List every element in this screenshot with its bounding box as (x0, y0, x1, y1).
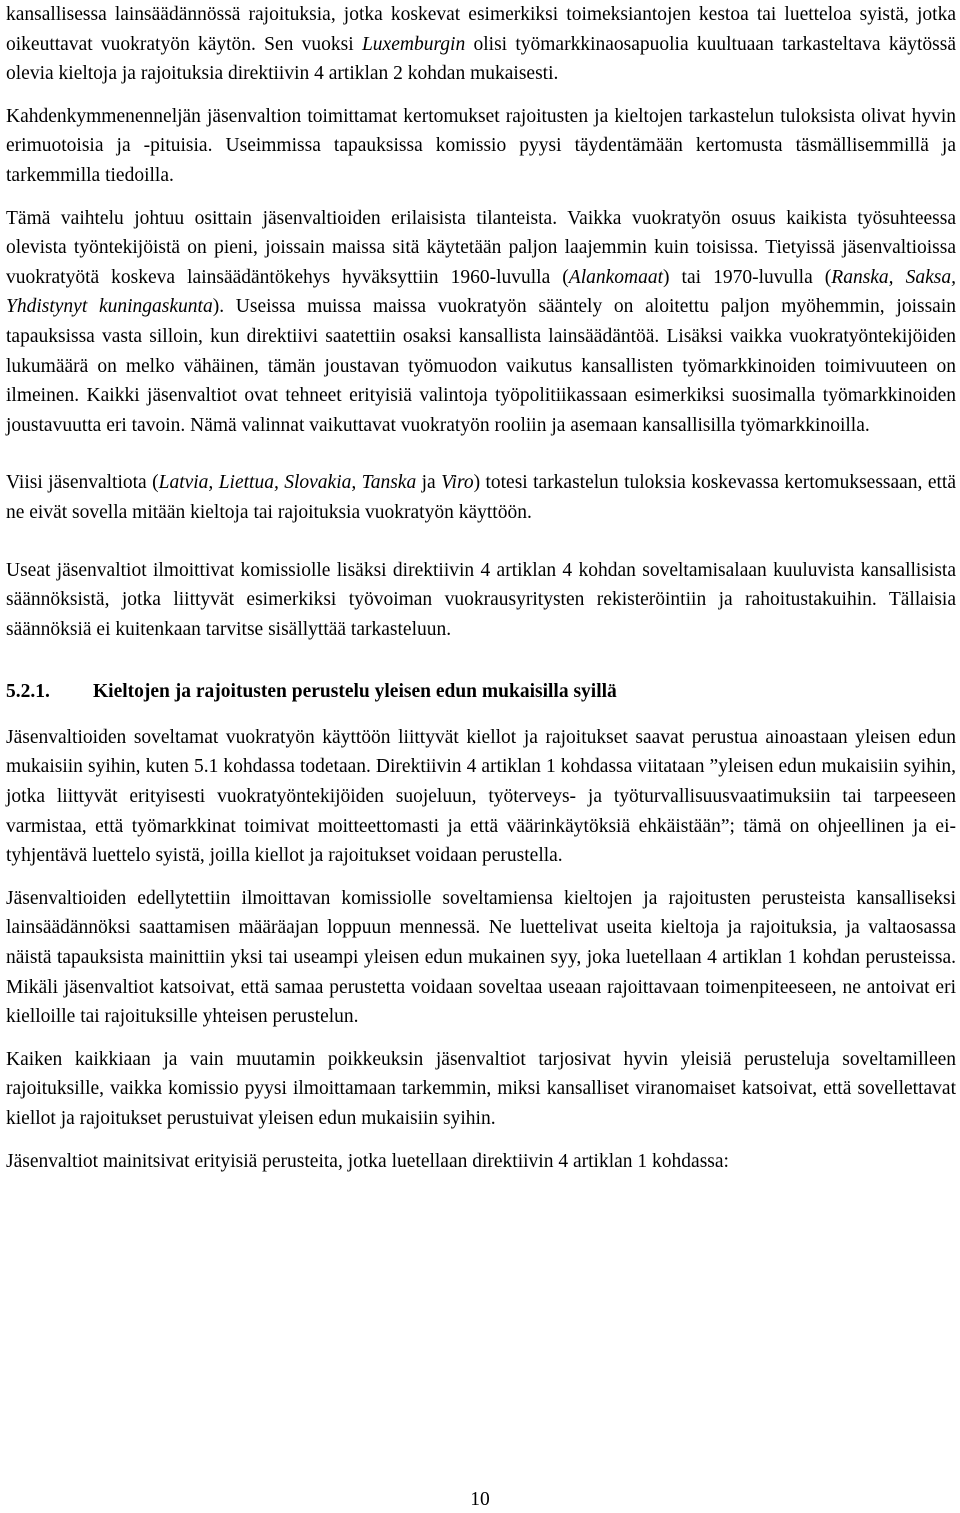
text-run: Jäsenvaltiot mainitsivat erityisiä perusteita, jotka luetellaan direktiivin 4 artiklan 1 kohdassa: (6, 1150, 729, 1172)
text-run-italic: Latvia, Liettua, Slovakia, Tanska (158, 472, 417, 494)
paragraph-variation (6, 204, 956, 441)
text-run: olisi työmarkkinaosapuolia kuultuaan tarkasteltava käytössä olevia kieltoja ja rajoituksia direktiivin 4 artiklan 2 kohdan mukaisesti. (6, 33, 956, 85)
text-run: ). Useissa muissa maissa vuokratyön sääntely on aloitettu paljon myöhemmin, joissain tapauksissa vasta silloin, kun direktiivi saatettiin osaksi kansallista lainsäädäntöä. Lisäksi vaikka vuokratyöntekijöiden lukumäärä on melko vähäinen, tämän joustavan työmuodon vaikutus kansallisten työmarkkinoiden toimivuuteen on ilmeinen. Kaikki jäsenvaltiot ovat tehneet erityisiä valintoja työpolitiikassaan esimerkiksi suosimalla työmarkkinoiden joustavuutta eri tavoin. Nämä valinnat vaikuttavat vuokratyön rooliin ja asemaan kansallisilla työmarkkinoilla. (6, 296, 956, 436)
section-heading (6, 677, 956, 707)
text-run: Jäsenvaltioiden soveltamat vuokratyön käyttöön liittyvät kiellot ja rajoitukset saavat perustua ainoastaan yleisen edun mukaisiin syihin, kuten 5.1 kohdassa todetaan. Direktiivin 4 artiklan 1 kohdassa viitataan ”yleisen edun mukaisiin syihin, jotka liittyvät erityisesti vuokratyöntekijöiden suojeluun, työterveys- ja työturvallisuusvaatimuksiin tai tarpeeseen varmistaa, että työmarkkinat toimivat moitteettomasti ja että väärinkäytöksiä ehkäistään”; tämä on ohjeellinen ja ei-tyhjentävä luettelo syistä, joilla kiellot ja rajoitukset voidaan perustella. (6, 726, 956, 867)
text-run-italic: Ranska, Saksa, Yhdistynyt kuningaskunta (6, 266, 956, 318)
text-run: Kahdenkymmenenneljän jäsenvaltion toimittamat kertomukset rajoitusten ja kieltojen tarkastelun tuloksista olivat hyvin erimuotoisia ja -pituisia. Useimmissa tapauksissa komissio pyysi täydentämään kertomusta täsmällisemmillä ja tarkemmilla tiedoilla. (6, 105, 956, 186)
text-run-italic: Luxemburgin (361, 33, 466, 55)
paragraph-general-grounds (6, 1045, 956, 1134)
text-run: kansallisessa lainsäädännössä rajoituksia, jotka koskevat esimerkiksi toimeksiantojen kestoa tai luetteloa syistä, jotka oikeuttavat vuokratyön käytön. Sen vuoksi (6, 4, 956, 55)
text-run: Jäsenvaltioiden edellytettiin ilmoittavan komissiolle soveltamiensa kieltojen ja rajoitusten perusteista kansalliseksi lainsäädännöksi saattamisen määräajan loppuun mennessä. Ne luettelivat useita kieltoja ja rajoituksia, ja valtaosassa näistä tapauksista mainittiin yksi tai useampi yleisen edun mukainen syy, joka luetellaan 4 artiklan 1 kohdan perusteissa. Mikäli jäsenvaltiot katsoivat, että samaa perustetta voidaan soveltaa useaan rajoittavaan toimenpiteeseen, ne antoivat eri kielloille tai rajoituksille yhteisen perustelun. (6, 887, 956, 1028)
text-run: Viisi jäsenvaltiota ( (6, 472, 159, 494)
section-title: Kieltojen ja rajoitusten perustelu yleisen edun mukaisilla syillä (93, 681, 617, 703)
text-run: Kaiken kaikkiaan ja vain muutamin poikkeuksin jäsenvaltiot tarjosivat hyvin yleisiä perusteluja soveltamilleen rajoituksille, vaikka komissio pyysi ilmoittamaan tarkemmin, miksi kansalliset viranomaiset katsoivat, että sovellettavat kiellot ja rajoitukset perustuivat yleisen edun mukaisiin syihin. (6, 1048, 956, 1129)
paragraph-general-interest (6, 723, 956, 871)
paragraph-specific-grounds (6, 1147, 956, 1177)
paragraph-notification (6, 884, 956, 1032)
text-run: Tämä vaihtelu johtuu osittain jäsenvaltioiden erilaisista tilanteista. Vaikka vuokratyön osuus kaikista työsuhteessa olevista työntekijöistä on pieni, joissain maissa sitä käytetään paljon laajemmin kuin toisissa. Tietyissä jäsenvaltioissa vuokratyötä koskeva lainsäädäntökehys hyväksyttiin 1960-luvulla ( (6, 207, 956, 288)
text-run-italic: Alankomaat (568, 266, 664, 288)
text-run: ) tai 1970-luvulla ( (663, 266, 832, 288)
paragraph-luxembourg (6, 0, 956, 89)
document-page (6, 0, 956, 1176)
paragraph-article-4-4 (6, 556, 956, 645)
section-number: 5.2.1. (6, 681, 50, 703)
paragraph-24-reports (6, 102, 956, 191)
page-number: 10 (470, 1489, 490, 1510)
text-run: ) totesi tarkastelun tuloksia koskevassa kertomuksessaan, että ne eivät sovella mitään kieltoja tai rajoituksia vuokratyön käyttöön. (6, 472, 956, 523)
text-run: ja (416, 472, 442, 494)
text-run-italic: Viro (441, 472, 474, 494)
paragraph-five-states (6, 468, 956, 527)
text-run: Useat jäsenvaltiot ilmoittivat komissiolle lisäksi direktiivin 4 artiklan 4 kohdan soveltamisalaan kuuluvista kansallisista säännöksistä, jotka liittyvät esimerkiksi työvoiman vuokrausyritysten rekisteröintiin ja rahoitustakuihin. Tällaisia säännöksiä ei kuitenkaan tarvitse sisällyttää tarkasteluun. (6, 559, 956, 640)
